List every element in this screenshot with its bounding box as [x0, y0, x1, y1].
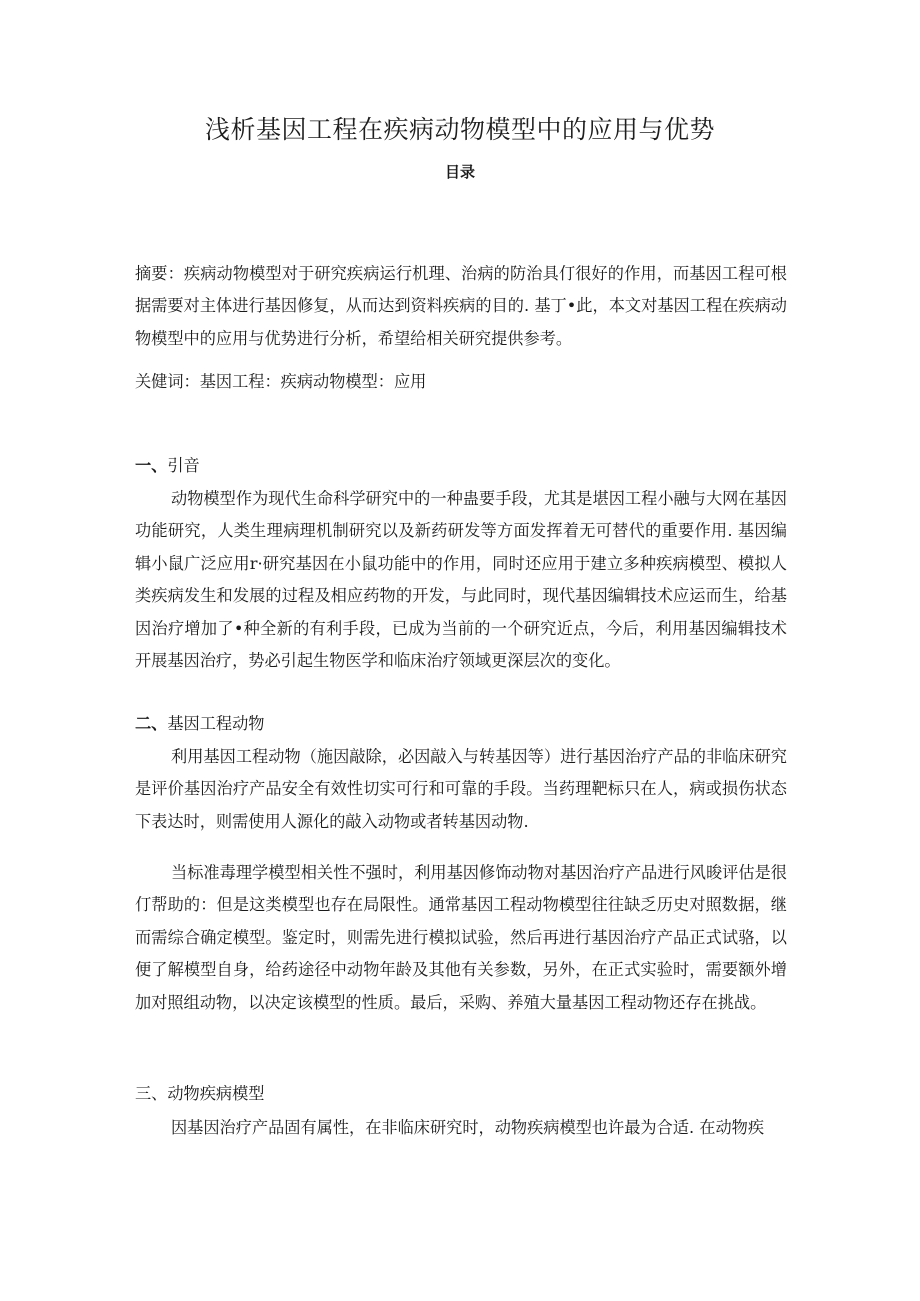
- section-number: 一、: [135, 456, 168, 475]
- section-title: 动物疾病模型: [167, 1084, 265, 1103]
- section1-paragraph-1: 动物模型作为现代生命科学研究中的一种蛊要手段，尤其是堪因工程小融与大网在基因功能研究，人类生理病理机制研究以及新药研发等方面发挥着无可替代的重要作用. 基因编辑小鼠广泛应用r·研究基因在小鼠功能中的作用，同时还应用于建立多种疾病模型、模拟人类疾病发生和发展的过程及相应药物的开发，与此同时，现代基因编辑技术应运而生，给基因治疗增加了•种全新的有利手段，已成为当前的一个研究近点，今后，利用基因编辑技术开展基因治疗，势必引起生物医学和临床治疗领域更深层次的变化。: [135, 489, 787, 671]
- section-number: 三、: [135, 1084, 168, 1103]
- section-heading-3: [135, 1078, 787, 1110]
- section3-paragraph-1: 因基因治疗产品固有属性，在非临床研究时，动物疾病模型也许最为合适. 在动物疾: [171, 1118, 765, 1137]
- section-number: 二、: [135, 714, 168, 733]
- toc-label: 目录: [444, 163, 475, 181]
- abstract-paragraph: 摘要：疾病动物模型对于研究疾病运行机理、治病的防治具仃很好的作用，而基因工程可根据需要对主体进行基因修复，从而达到资料疾病的目的. 基丁•此，本文对基因工程在疾病动物模型中的应用与优势进行分析，希望给相关研究提供参考。: [135, 264, 787, 348]
- keywords-line: 关健词：基因工程：疾病动物模型：应用: [135, 372, 427, 391]
- document-title: 浅析基因工程在疾病动物模型中的应用与优势: [204, 115, 715, 144]
- section2-paragraph-1: 利用基因工程动物（施因敲除，必因敲入与转基因等）进行基因治疗产品的非临床研究是评价基因治疗产品安全有效性切实可行和可靠的手段。当药理靶标只在人，病或损伤状态下表达时，则需使用人源化的敲入动物或者转基因动物.: [135, 747, 787, 831]
- section-heading-1: [135, 450, 787, 482]
- section-heading-2: [135, 708, 787, 740]
- section-title: 引音: [167, 456, 200, 475]
- section2-paragraph-2: 当标准毒理学模型相关性不强时，利用基因修饰动物对基因治疗产品进行风晙评估是很仃帮助的：但是这类模型也存在局限性。通常基因工程动物模型往往缺乏历史对照数据，继而需综合确定模型。鉴定时，则需先进行模拟试验，然后再进行基因治疗产品正式试骆，以便了解模型自身，给药途径中动物年龄及其他有关参数，另外，在正式实验时，需要额外增加对照组动物，以决定该模型的性质。最后，采购、养殖大量基因工程动物还存在挑战。: [135, 863, 787, 1012]
- section-title: 基因工程动物: [167, 714, 265, 733]
